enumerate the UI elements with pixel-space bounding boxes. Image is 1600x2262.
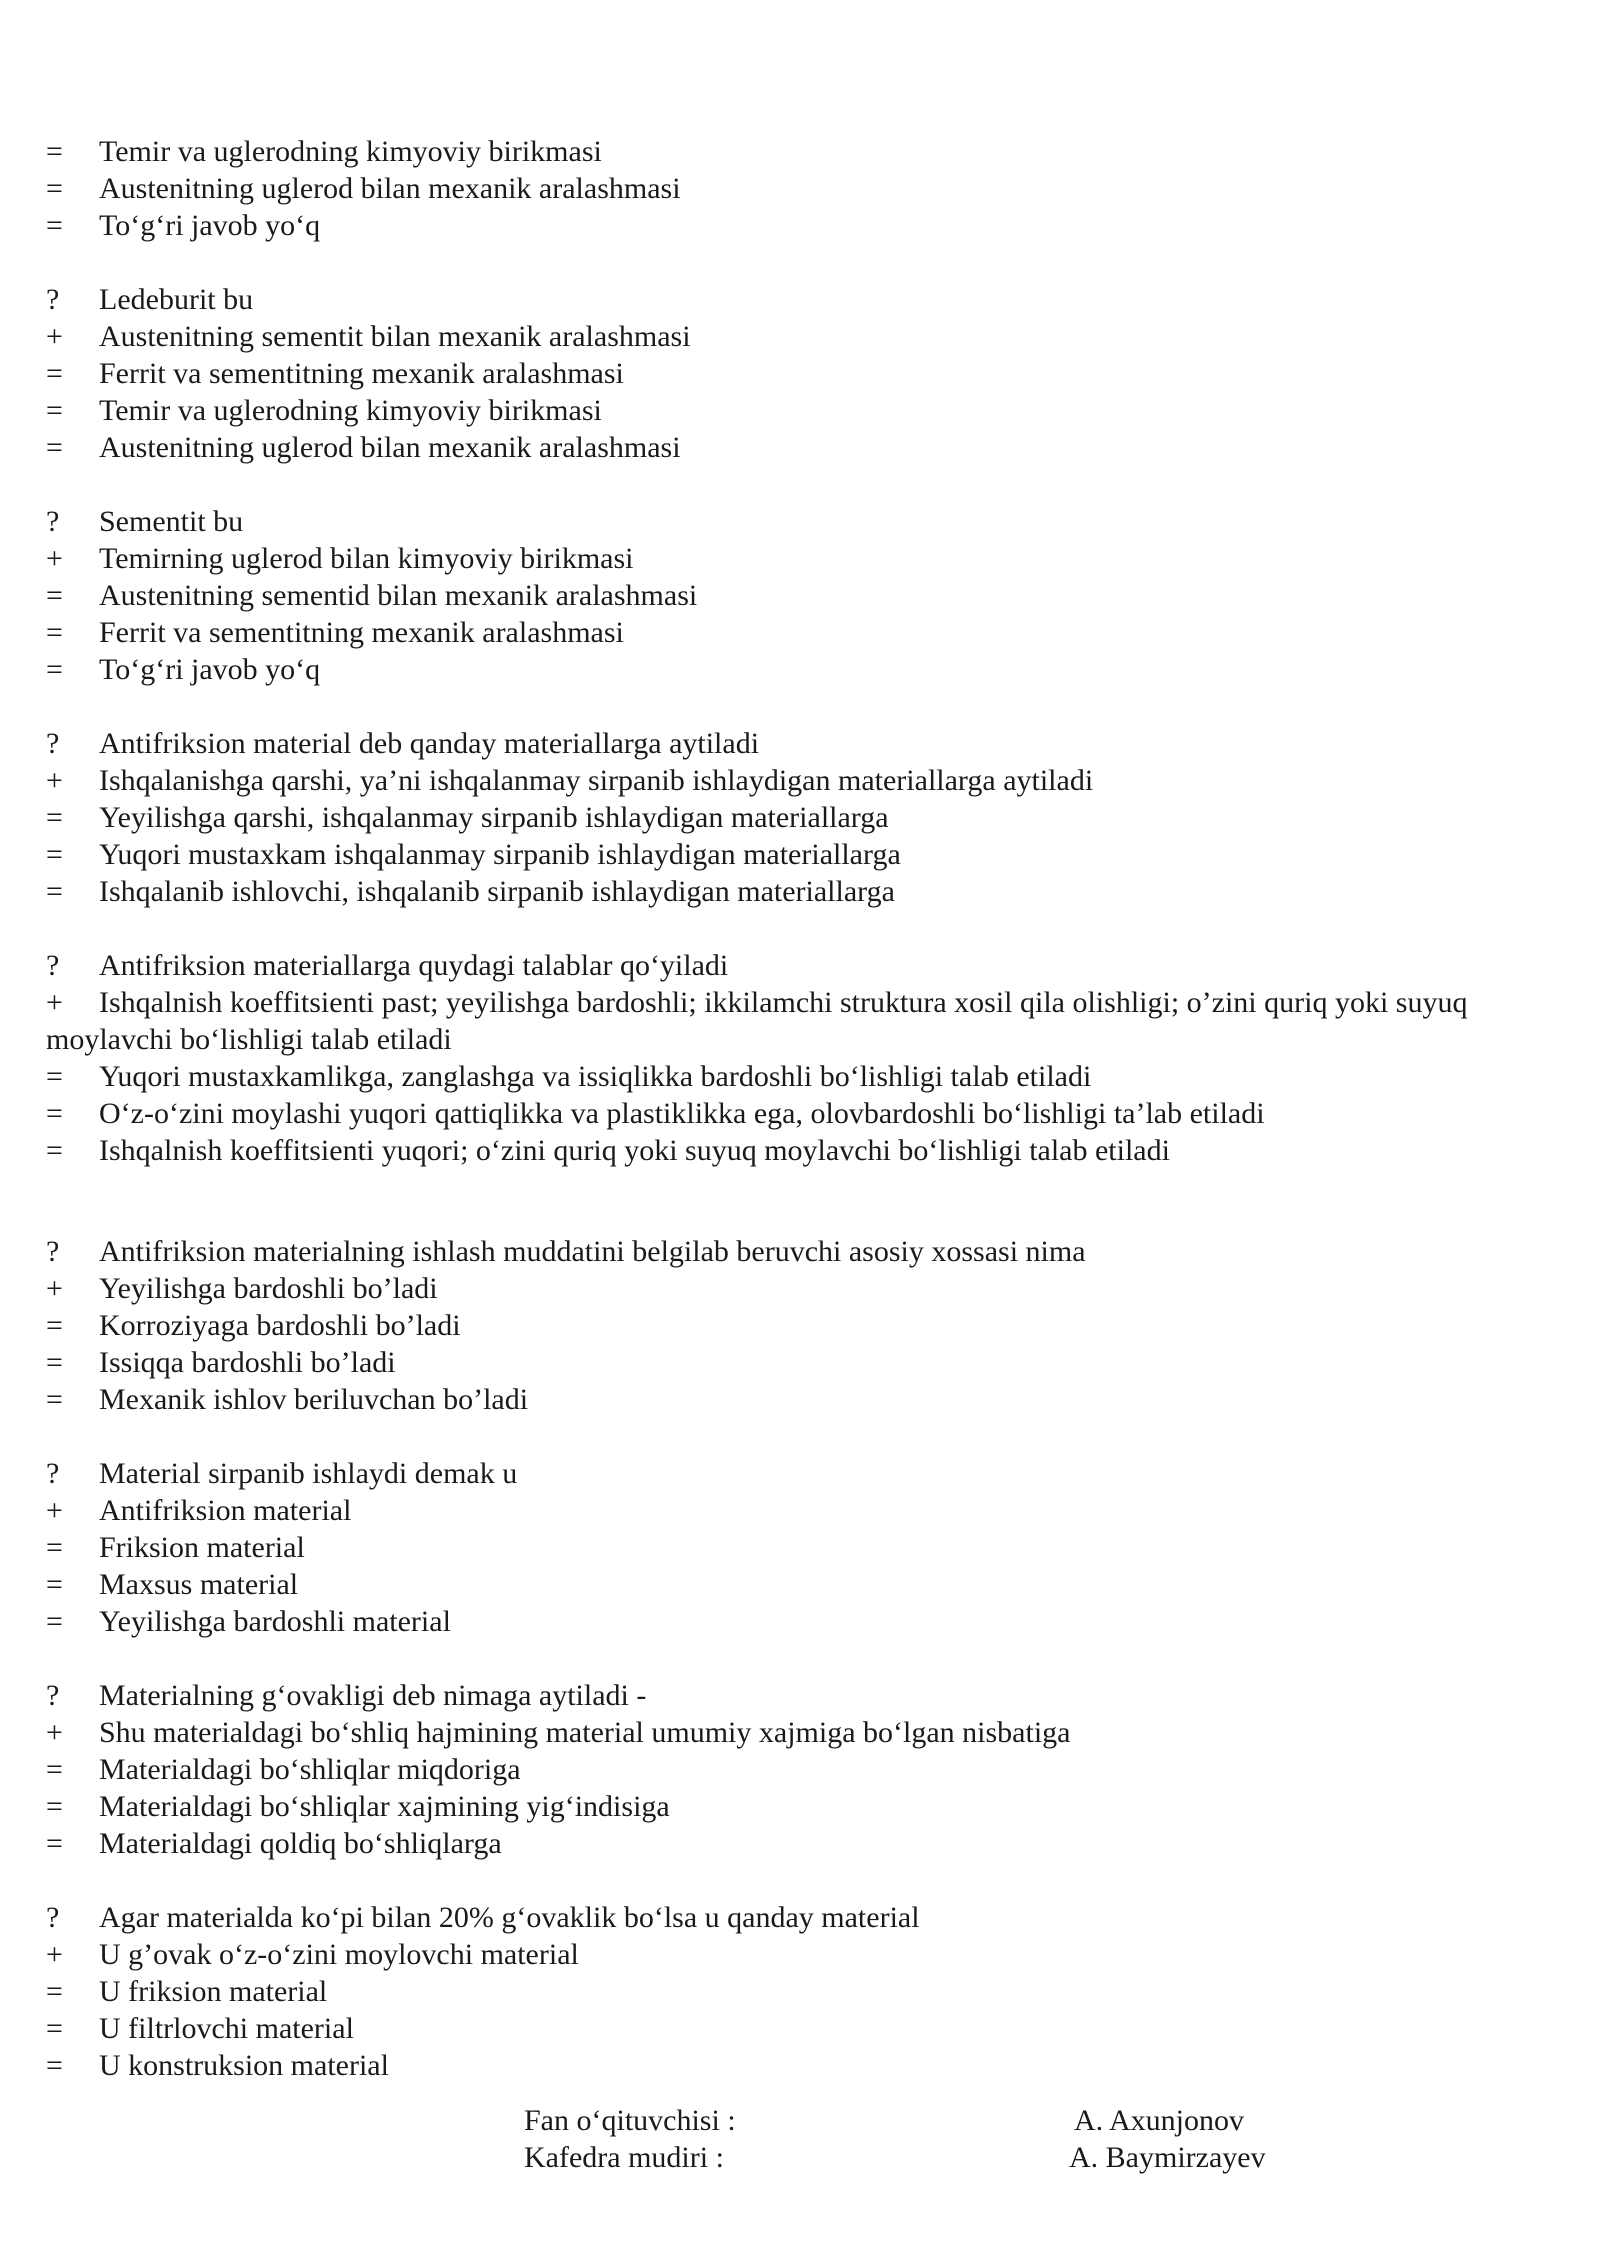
line-marker: = xyxy=(46,579,63,612)
answer-option xyxy=(46,762,1526,799)
line-marker: = xyxy=(46,875,63,908)
head-of-department-name: A. Baymirzayev xyxy=(1069,2141,1266,2174)
line-marker: + xyxy=(46,764,63,797)
answer-option xyxy=(46,1566,1526,1603)
line-marker: = xyxy=(46,209,63,242)
line-text: Yeyilishga bardoshli material xyxy=(99,1605,451,1638)
line-text: Antifriksion material xyxy=(99,1494,352,1527)
line-marker: = xyxy=(46,616,63,649)
answer-option xyxy=(46,133,1526,170)
line-marker: = xyxy=(46,2049,63,2082)
question xyxy=(46,947,1526,984)
spacer xyxy=(46,466,1526,503)
line-text: Mexanik ishlov beriluvchan bo’ladi xyxy=(99,1383,529,1416)
question xyxy=(46,725,1526,762)
answer-option xyxy=(46,873,1526,910)
line-marker: = xyxy=(46,357,63,390)
line-marker: = xyxy=(46,135,63,168)
line-text: Ferrit va sementitning mexanik aralashmasi xyxy=(99,357,624,390)
spacer xyxy=(46,1418,1526,1455)
question xyxy=(46,1899,1526,1936)
line-marker: = xyxy=(46,1097,63,1130)
line-marker: = xyxy=(46,838,63,871)
answer-option xyxy=(46,540,1526,577)
line-text: To‘g‘ri javob yo‘q xyxy=(99,653,321,686)
line-text: O‘z-o‘zini moylashi yuqori qattiqlikka va plastiklikka ega, olovbardoshli bo‘lishligi ta’lab etiladi xyxy=(99,1097,1265,1130)
test-questions-list xyxy=(46,133,1526,2084)
answer-option xyxy=(46,651,1526,688)
line-marker: ? xyxy=(46,727,60,760)
answer-option xyxy=(46,1973,1526,2010)
line-marker: = xyxy=(46,801,63,834)
line-text: Austenitning uglerod bilan mexanik aralashmasi xyxy=(99,172,681,205)
line-marker: ? xyxy=(46,1457,60,1490)
line-marker: = xyxy=(46,431,63,464)
answer-option xyxy=(46,1714,1526,1751)
answer-option xyxy=(46,2010,1526,2047)
question xyxy=(46,1455,1526,1492)
answer-option xyxy=(46,1095,1526,1132)
teacher-label: Fan o‘qituvchisi : xyxy=(524,2104,736,2137)
line-text: Materialdagi qoldiq bo‘shliqlarga xyxy=(99,1827,502,1860)
line-marker: + xyxy=(46,1938,63,1971)
line-text: Ishqalnish koeffitsienti yuqori; o‘zini quriq yoki suyuq moylavchi bo‘lishligi talab etiladi xyxy=(99,1134,1170,1167)
line-text: Materialning g‘ovakligi deb nimaga aytiladi - xyxy=(99,1679,647,1712)
line-marker: = xyxy=(46,1531,63,1564)
head-of-department-label: Kafedra mudiri : xyxy=(524,2141,724,2174)
answer-option xyxy=(46,355,1526,392)
line-text: Temir va uglerodning kimyoviy birikmasi xyxy=(99,135,602,168)
line-marker: = xyxy=(46,172,63,205)
line-text: Shu materialdagi bo‘shliq hajmining material umumiy xajmiga bo‘lgan nisbatiga xyxy=(99,1716,1071,1749)
answer-option xyxy=(46,2047,1526,2084)
answer-option xyxy=(46,1825,1526,1862)
line-text: Austenitning sementit bilan mexanik aralashmasi xyxy=(99,320,691,353)
line-marker: = xyxy=(46,1753,63,1786)
line-text: Temir va uglerodning kimyoviy birikmasi xyxy=(99,394,602,427)
answer-option xyxy=(46,1058,1526,1095)
spacer xyxy=(46,1169,1526,1233)
line-text: Temirning uglerod bilan kimyoviy birikmasi xyxy=(99,542,634,575)
spacer xyxy=(46,1862,1526,1899)
line-marker: = xyxy=(46,653,63,686)
answer-option xyxy=(46,836,1526,873)
line-text: U filtrlovchi material xyxy=(99,2012,354,2045)
answer-option xyxy=(46,984,1526,1058)
answer-option xyxy=(46,1603,1526,1640)
answer-option xyxy=(46,207,1526,244)
line-text: Sementit bu xyxy=(99,505,244,538)
line-marker: = xyxy=(46,1975,63,2008)
line-marker: = xyxy=(46,394,63,427)
line-text: Antifriksion material deb qanday materiallarga aytiladi xyxy=(99,727,760,760)
line-text: Ishqalanishga qarshi, ya’ni ishqalanmay sirpanib ishlaydigan materiallarga aytiladi xyxy=(99,764,1094,797)
line-marker: ? xyxy=(46,949,60,982)
line-text: Antifriksion materialning ishlash muddatini belgilab beruvchi asosiy xossasi nima xyxy=(99,1235,1086,1268)
line-marker: + xyxy=(46,1716,63,1749)
line-text: Yeyilishga qarshi, ishqalanmay sirpanib ishlaydigan materiallarga xyxy=(99,801,889,834)
line-marker: ? xyxy=(46,283,60,316)
teacher-name: A. Axunjonov xyxy=(1074,2104,1245,2137)
answer-option xyxy=(46,1307,1526,1344)
spacer xyxy=(46,688,1526,725)
line-marker: + xyxy=(46,1494,63,1527)
answer-option xyxy=(46,799,1526,836)
answer-option xyxy=(46,1751,1526,1788)
spacer xyxy=(46,244,1526,281)
line-text: Korroziyaga bardoshli bo’ladi xyxy=(99,1309,461,1342)
answer-option xyxy=(46,1492,1526,1529)
line-text: Yuqori mustaxkamlikga, zanglashga va issiqlikka bardoshli bo‘lishligi talab etiladi xyxy=(99,1060,1092,1093)
answer-option xyxy=(46,1936,1526,1973)
line-marker: ? xyxy=(46,1235,60,1268)
question xyxy=(46,503,1526,540)
line-marker: = xyxy=(46,1827,63,1860)
answer-option xyxy=(46,1381,1526,1418)
line-text: Austenitning uglerod bilan mexanik aralashmasi xyxy=(99,431,681,464)
answer-option xyxy=(46,1344,1526,1381)
line-text: Ishqalanib ishlovchi, ishqalanib sirpanib ishlaydigan materiallarga xyxy=(99,875,895,908)
line-marker: + xyxy=(46,986,63,1019)
line-marker: + xyxy=(46,320,63,353)
answer-option xyxy=(46,392,1526,429)
answer-option xyxy=(46,577,1526,614)
line-text: Ledeburit bu xyxy=(99,283,254,316)
answer-option xyxy=(46,1788,1526,1825)
line-text: Ishqalnish koeffitsienti past; yeyilishga bardoshli; ikkilamchi struktura xosil qila olishligi; o’zini quriq yoki suyuq moylavchi bo‘lishligi talab etiladi xyxy=(46,986,1468,1056)
line-text: Austenitning sementid bilan mexanik aralashmasi xyxy=(99,579,698,612)
line-text: U konstruksion material xyxy=(99,2049,389,2082)
spacer xyxy=(46,910,1526,947)
line-text: Materialdagi bo‘shliqlar miqdoriga xyxy=(99,1753,521,1786)
answer-option xyxy=(46,614,1526,651)
spacer xyxy=(46,1640,1526,1677)
line-marker: = xyxy=(46,1060,63,1093)
answer-option xyxy=(46,1132,1526,1169)
line-marker: = xyxy=(46,1605,63,1638)
line-marker: + xyxy=(46,542,63,575)
line-marker: ? xyxy=(46,1901,60,1934)
question xyxy=(46,1233,1526,1270)
answer-option xyxy=(46,1529,1526,1566)
line-marker: = xyxy=(46,1790,63,1823)
line-text: Material sirpanib ishlaydi demak u xyxy=(99,1457,518,1490)
question xyxy=(46,1677,1526,1714)
line-marker: + xyxy=(46,1272,63,1305)
question xyxy=(46,281,1526,318)
line-text: Ferrit va sementitning mexanik aralashmasi xyxy=(99,616,624,649)
line-text: Materialdagi bo‘shliqlar xajmining yig‘indisiga xyxy=(99,1790,670,1823)
line-text: To‘g‘ri javob yo‘q xyxy=(99,209,321,242)
line-marker: = xyxy=(46,2012,63,2045)
line-text: Agar materialda ko‘pi bilan 20% g‘ovaklik bo‘lsa u qanday material xyxy=(99,1901,920,1934)
line-marker: ? xyxy=(46,1679,60,1712)
answer-option xyxy=(46,1270,1526,1307)
line-marker: ? xyxy=(46,505,60,538)
answer-option xyxy=(46,318,1526,355)
line-marker: = xyxy=(46,1383,63,1416)
line-marker: = xyxy=(46,1134,63,1167)
line-marker: = xyxy=(46,1309,63,1342)
line-text: Friksion material xyxy=(99,1531,305,1564)
line-marker: = xyxy=(46,1346,63,1379)
answer-option xyxy=(46,170,1526,207)
line-text: U friksion material xyxy=(99,1975,328,2008)
line-text: Antifriksion materiallarga quydagi talablar qo‘yiladi xyxy=(99,949,729,982)
line-marker: = xyxy=(46,1568,63,1601)
line-text: Yuqori mustaxkam ishqalanmay sirpanib ishlaydigan materiallarga xyxy=(99,838,901,871)
line-text: Maxsus material xyxy=(99,1568,299,1601)
line-text: Issiqqa bardoshli bo’ladi xyxy=(99,1346,396,1379)
line-text: U g’ovak o‘z-o‘zini moylovchi material xyxy=(99,1938,579,1971)
line-text: Yeyilishga bardoshli bo’ladi xyxy=(99,1272,438,1305)
answer-option xyxy=(46,429,1526,466)
